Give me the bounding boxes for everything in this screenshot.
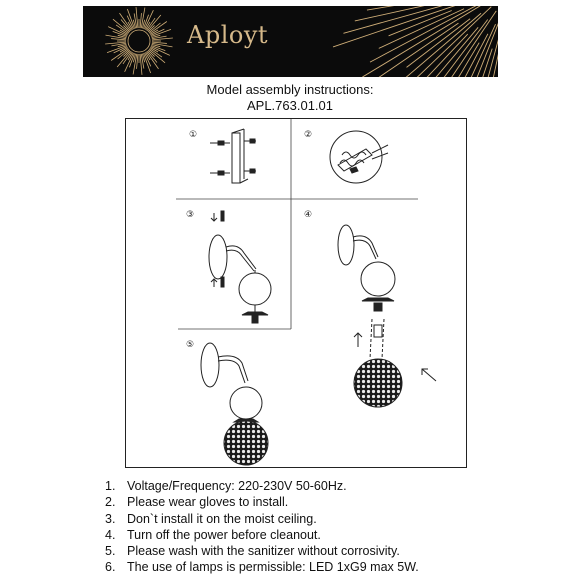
note-item: 4. Turn off the power before cleanout. (105, 527, 321, 542)
note-item: 6. The use of lamps is permissible: LED 1xG9 max 5W. (105, 560, 419, 575)
note-item: 3. Don`t install it on the moist ceiling. (105, 511, 317, 526)
light-rays-icon (323, 6, 498, 77)
assembly-diagram-drawing (126, 119, 468, 469)
step-3-lamp-illustration (209, 211, 271, 323)
page-title: Model assembly instructions: (206, 82, 374, 97)
step-4-shade-illustration (338, 225, 436, 407)
step-5-marker: ⑤ (186, 340, 195, 350)
step-1-bracket-illustration (210, 129, 256, 183)
brand-banner (83, 6, 498, 77)
note-item: 5. Please wash with the sanitizer without corrosivity. (105, 544, 400, 559)
step-2-marker: ② (304, 130, 313, 140)
step-1-marker: ① (189, 130, 198, 140)
assembly-diagram (125, 118, 467, 468)
brand-logo-text: Aployt (187, 21, 269, 49)
step-3-marker: ③ (186, 210, 195, 220)
note-item: 2. Please wear gloves to install. (105, 495, 289, 510)
model-number: APL.763.01.01 (246, 98, 334, 113)
step-4-marker: ④ (304, 210, 313, 220)
sunburst-decoration (83, 6, 498, 77)
step-2-wiring-illustration (330, 131, 388, 183)
note-item: 1. Voltage/Frequency: 220-230V 50-60Hz. (105, 479, 347, 493)
step-5-assembled-illustration (201, 343, 268, 465)
notes-list (105, 478, 419, 576)
